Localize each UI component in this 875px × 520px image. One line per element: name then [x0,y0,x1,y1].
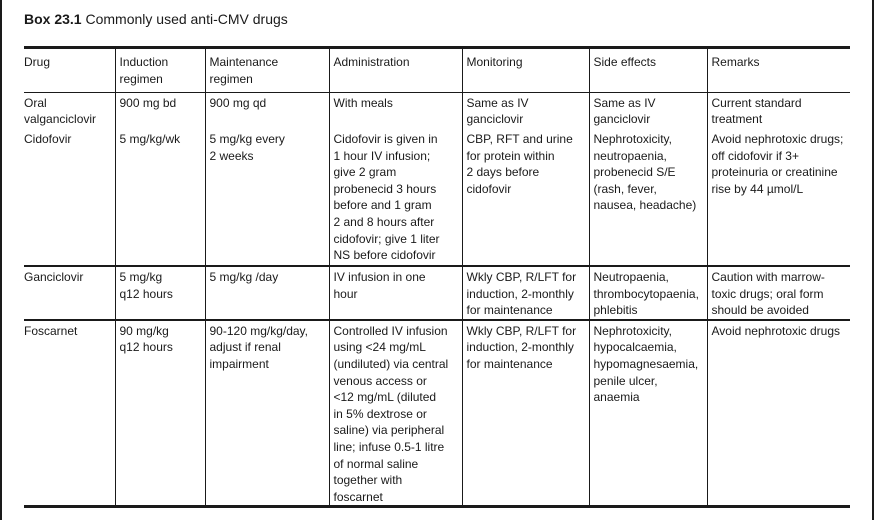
cell-remarks: Avoid nephrotoxic drugs; off cidofovir if 3+ proteinuria or creatinine rise by 44 µmol/L [707,129,850,266]
cell-administration: IV infusion in one hour [329,266,462,320]
cell-induction: 5 mg/kg q12 hours [115,266,205,320]
cell-side-effects: Nephrotoxicity, neutropaenia, probenecid S/E (rash, fever, nausea, headache) [589,129,707,266]
column-header-maintenance: Maintenance regimen [205,49,329,92]
cell-drug: Foscarnet [24,323,78,338]
cell-drug: Ganciclovir [24,270,84,284]
cell-monitoring: CBP, RFT and urine for protein within 2 days before cidofovir [462,129,589,266]
cell-maintenance: 5 mg/kg /day [205,266,329,320]
table-bottom-rule [24,505,850,508]
cell-remarks: Current standard treatment [707,92,850,129]
table-row [24,266,850,320]
cell-monitoring: Wkly CBP, R/LFT for induction, 2-monthly for maintenance [462,320,589,506]
cell-monitoring: Same as IV ganciclovir [462,92,589,129]
cell-remarks: Caution with marrow- toxic drugs; oral form should be avoided [707,266,850,320]
cell-administration: With meals [329,92,462,129]
cell-induction: 90 mg/kg q12 hours [115,320,205,506]
column-header-drug: Drug [24,49,115,92]
column-header-administration: Administration [329,49,462,92]
cell-maintenance: 900 mg qd [205,92,329,129]
cell-maintenance: 90-120 mg/kg/day, adjust if renal impairment [205,320,329,506]
table-header-row [24,49,850,92]
table-row [24,129,850,266]
box-caption: Commonly used anti-CMV drugs [85,11,288,27]
box-number: Box 23.1 [24,11,82,27]
column-header-remarks: Remarks [707,49,850,92]
box-title [24,11,288,27]
cell-drug: Oral valganciclovir [24,95,97,127]
cell-administration: Controlled IV infusion using <24 mg/mL (undiluted) via central venous access or <12 mg/mL (diluted in 5% dextrose or saline) via peripheral line; infuse 0.5-1 litre of normal saline together with foscarnet [329,320,462,506]
cell-drug: Cidofovir [24,132,72,146]
table-row [24,92,850,129]
cell-monitoring: Wkly CBP, R/LFT for induction, 2-monthly for maintenance [462,266,589,320]
cell-maintenance: 5 mg/kg every 2 weeks [205,129,329,266]
column-header-side-effects: Side effects [589,49,707,92]
table-row [24,320,850,506]
cell-side-effects: Same as IV ganciclovir [589,92,707,129]
cell-remarks: Avoid nephrotoxic drugs [707,320,850,506]
cell-induction: 900 mg bd [115,92,205,129]
page-border-right [872,0,874,520]
column-header-induction: Induction regimen [115,49,205,92]
page-border-left [0,0,2,520]
cell-side-effects: Neutropaenia, thrombocytopaenia, phlebitis [589,266,707,320]
cell-induction: 5 mg/kg/wk [115,129,205,266]
anti-cmv-drugs-table [24,49,850,506]
cell-side-effects: Nephrotoxicity, hypocalcaemia, hypomagnesaemia, penile ulcer, anaemia [589,320,707,506]
cell-administration: Cidofovir is given in 1 hour IV infusion; give 2 gram probenecid 3 hours before and 1 gram 2 and 8 hours after cidofovir; give 1 liter NS before cidofovir [329,129,462,266]
column-header-monitoring: Monitoring [462,49,589,92]
